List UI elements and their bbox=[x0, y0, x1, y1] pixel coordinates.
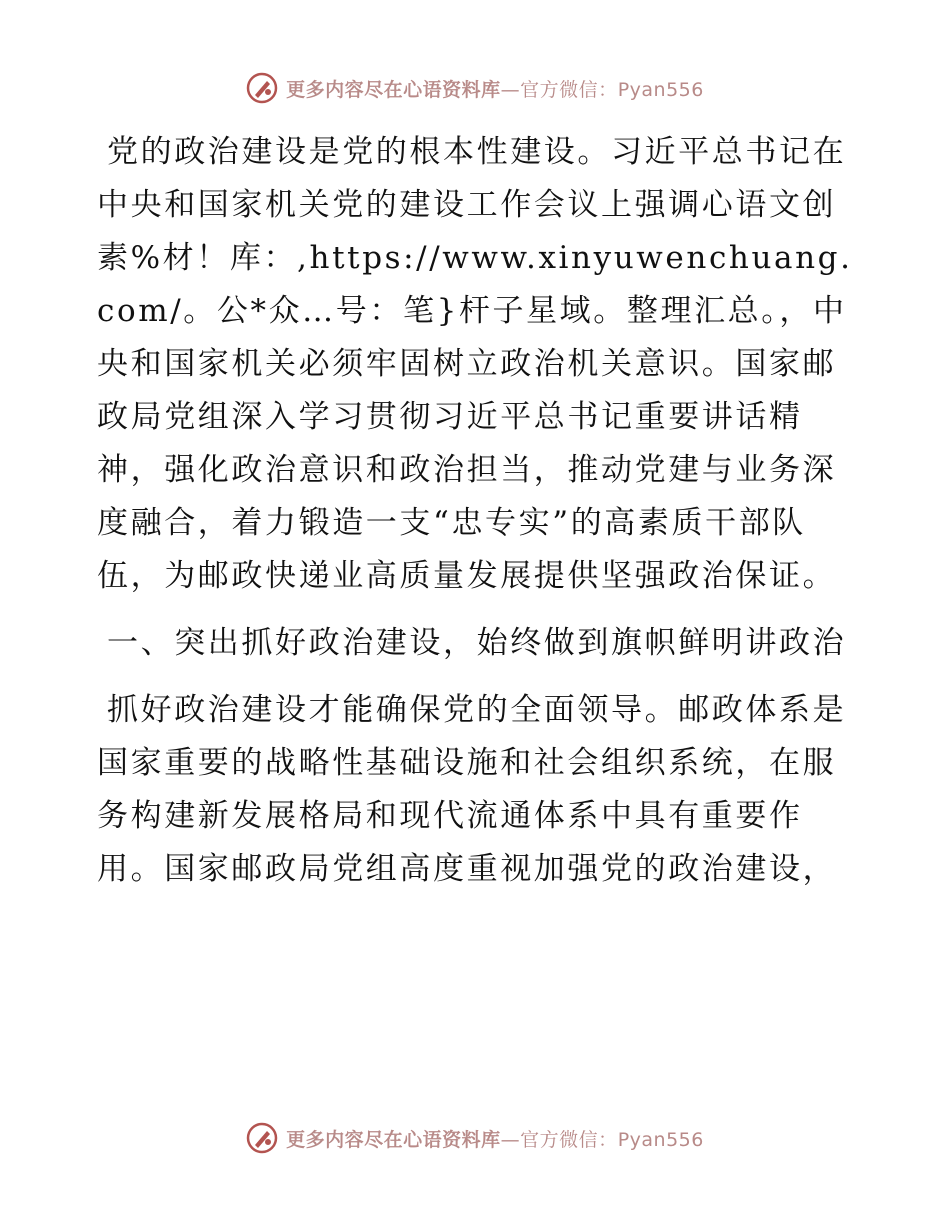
banner-suffix-label: 官方微信： bbox=[520, 78, 618, 101]
section-heading-1: 一、突出抓好政治建设，始终做到旗帜鲜明讲政治 bbox=[107, 625, 847, 661]
banner-separator: — bbox=[500, 78, 521, 101]
banner-wechat: Pyan556 bbox=[617, 78, 704, 101]
pen-logo-icon bbox=[246, 1122, 278, 1154]
banner-main: 更多内容尽在心语资料库 bbox=[286, 1128, 501, 1151]
paragraph-2: 抓好政治建设才能确保党的全面领导。邮政体系是国家重要的战略性基础设施和社会组织系统，在服务构建新发展格局和现代流通体系中具有重要作用。国家邮政局党组高度重视加强党的政治建设， bbox=[97, 692, 847, 887]
banner-main: 更多内容尽在心语资料库 bbox=[286, 78, 501, 101]
banner-text bbox=[286, 1125, 704, 1152]
banner-wechat: Pyan556 bbox=[617, 1128, 704, 1151]
pen-logo-icon bbox=[246, 72, 278, 104]
banner-separator: — bbox=[500, 1128, 521, 1151]
banner-suffix-label: 官方微信： bbox=[520, 1128, 618, 1151]
banner-text bbox=[286, 75, 704, 102]
document-body bbox=[97, 126, 857, 910]
paragraph-1: 党的政治建设是党的根本性建设。习近平总书记在中央和国家机关党的建设工作会议上强调心语文创素%材！库：,https://www.xinyuwenchuang.com/。公*众…号：笔}杆子星域。整理汇总。，中央和国家机关必须牢固树立政治机关意识。国家邮政局党组深入学习贯彻习近平总书记重要讲话精神，强化政治意识和政治担当，推动党建与业务深度融合，着力锻造一支“忠专实”的高素质干部队伍，为邮政快递业高质量发展提供坚强政治保证。 bbox=[97, 134, 853, 594]
header-banner bbox=[0, 72, 950, 104]
footer-banner bbox=[0, 1122, 950, 1154]
